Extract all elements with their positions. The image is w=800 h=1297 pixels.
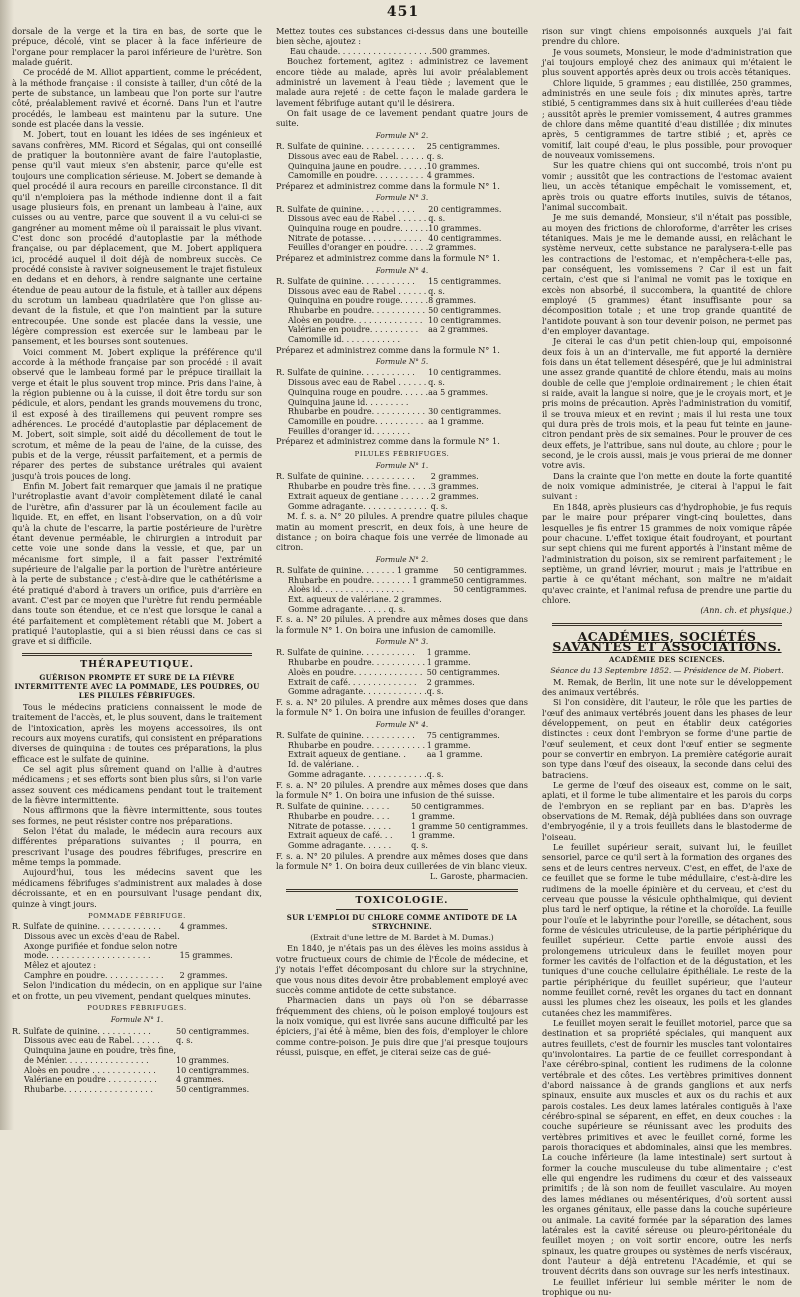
recipe-line [276,171,528,181]
newspaper-page [10,4,796,1297]
recipe-ingredient: Quinquina jaune en poudre, très fine, [24,1046,177,1056]
therapeutique-subheading: GUÉRISON PROMPTE ET SURE DE LA FIÈVRE INTERMITTENTE AVEC LA POMMADE, LES POUDRES, OU LES PILULES FÉBRIFUGES. [14,672,260,700]
recipe-line [276,585,528,595]
paragraph: Si l'on considère, dit l'auteur, le rôle que les parties de l'œuf des animaux vertébrés jouent dans les phases de leur développement, on peut en établir deux catégories distinctes : ceux dont l'embryon se forme d'une partie de l'œuf seulement, et ceux dont l'œuf entier se segmente pour se convertir en embryon. La première catégorie aurait son type dans l'œuf des oiseaux, la seconde dans celui des batraciens. [542,697,792,780]
pilules-formula-4-note: F. s. a. N° 20 pilules. A prendre aux mêmes doses que dans la formule N° 1. On boira une infusion de thé suisse. [276,779,528,800]
recipe-ingredient: R. Sulfate de quinine. . . . . . . . . . . . . [12,922,161,932]
recipe-line [276,427,528,437]
paragraph: Aujourd'hui, tous les médecins savent que les médicamens fébrifuges s'administrent aux malades à dose décroissante, et en en poursuivant l'usage pendant dix, quinze à vingt jours. [12,867,262,909]
recipe-quantity [176,1046,262,1056]
recipe-ingredient: Rhubarbe. . . . . . . . . . . . . . . . . . [24,1085,153,1094]
recipe-quantity: 8 grammes. [428,296,476,306]
pilules-formula-2-title: Formule N° 2. [375,554,429,564]
recipe-ingredient: Rhubarbe en poudre. . . . . . . . . . . [288,407,426,417]
recipe-ingredient: Eau chaude. . . . . . . . . . . . . . . . . . . [290,46,432,56]
recipe-quantity: q. s. [428,378,445,388]
paragraph: Enfin M. Jobert fait remarquer que jamais il ne pratique l'urétroplastie avant d'avoir complètement dilaté le canal de l'urètre, afin d'assurer par là un écoulement facile au liquide. Et, en effet, en lisant l'observation, on a dû voir qu'à la chute de l'escarre, la partie postérieure de l'urètre étant devenue perméable, le chirurgien a introduit par cette voie une sonde dans la vessie, et que, par un mécanisme fort simple, il a fait passer l'extrémité supérieure de l'algalie par la portion de l'urètre antérieure à la perte de substance ; c'est-à-dire que le cathétérisme a été pratiqué d'abord à travers un orifice, puis d'arrière en avant. C'est par ce moyen que l'urètre fut rendu perméable dans toute son étendue, et ce n'est que lorsque le canal a été parfaitement et complètement rétabli que M. Jobert a pratiqué l'autoplastie, qui a si bien réussi dans ce cas si grave et si difficile. [12,481,262,647]
recipe-line [276,296,528,306]
column-middle [276,26,528,1057]
recipe-line [276,822,528,832]
recipe-quantity: 4 grammes. [179,922,228,932]
recipe-ingredient: R. Sulfate de quinine. . . . . . . . . . . [276,472,415,482]
toxicologie-para: En 1840, je n'étais pas un des élèves les moins assidus à votre fructueux cours de chimie de l'École de médecine, et j'y notais l'effet décomposant du chlore sur la strychnine, que vous nous dites devoir être probablement employé avec succès comme antidote de cette substance. [276,943,528,995]
recipe-ingredient: Dissous avec eau de Rabel . . . . . . [288,214,427,224]
source-citation: (Ann. ch. et physique.) [700,606,792,616]
formula-4-title: Formule N° 4. [375,265,429,275]
recipe-ingredient: R. Sulfate de quinine. . . . . . [276,802,390,812]
paragraph: Selon l'état du malade, le médecin aura recours aux différentes préparations suivantes ; il pourra, en prescrivant l'usage des poudres fébrifuges, prescrire en même temps la pommade. [12,826,262,868]
recipe-quantity [428,427,528,437]
pommade-note: Selon l'indication du médecin, on en applique sur l'aine et on frotte, un peu vivement, pendant quelques minutes. [12,980,262,1001]
formula-5-note: Préparez et administrez comme dans la formule N° 1. [276,436,500,447]
recipe-line [276,841,528,851]
recipe-ingredient: Dissous avec eau de Rabel. . . . . . [24,1036,160,1046]
column-right [542,26,792,1297]
paragraph: En 1848, après plusieurs cas d'hydrophobie, je fus requis par le maire pour préparer vingt-cinq boulettes, dans lesquelles je fis entrer 15 grammes de noix vomique râpée pour chacune. L'effet toxique était foudroyant, et pourtant sur sept chiens qui me furent apportés à l'instant même de l'administration du poison, six se remirent parfaitement ; le septième, un grand lévrier, mourut ; mais je l'attribue en partie à ce qu'étant méchant, son maître ne m'aidait qu'avec crainte, et l'animal refusa de prendre une partie du chlore. [542,501,792,605]
academie-sciences-title: ACADÉMIE DES SCIENCES. [609,655,725,665]
toxicologie-para: Pharmacien dans un pays où l'on se débarrasse fréquemment des chiens, où le poison employé toujours est la noix vomique, qui est livrée sans aucune difficulté par les épiciers, j'ai été à même, bien des fois, d'employer le chlore comme contre-poison. Je puis dire que j'ai presque toujours réussi, puisque, en effet, je citerai seize cas de gué- [276,995,528,1057]
session-date: Séance du 13 Septembre 1852. — Présidence de M. Piobert. [550,666,784,676]
recipe-ingredient: Rhubarbe en poudre. . . . . . . . 1 gramme [288,575,454,585]
recipe-quantity: 1 gramme. [411,811,455,821]
paragraph: Le feuillet inférieur lui semble mériter le nom de trophique ou nu- [542,1276,792,1297]
recipe-line [276,224,528,234]
recipe-line [276,687,528,697]
recipe-ingredient: Extrait de café. . . . . . . . . . . . . . [288,677,417,687]
pilules-title: PILULES FÉBRIFUGES. [354,449,450,458]
recipe-line [276,388,528,398]
recipe-quantity: 2 grammes. [430,491,479,501]
paragraph: Je me suis demandé, Monsieur, s'il n'était pas possible, au moyen des frictions de chloroforme, d'arrêter les crises tétaniques. Mais je me le demande aussi, en relâchant le système nerveux, cette substance ne paralysera-t-elle pas les contractions de l'estomac, et n'empêchera-t-elle pas, par conséquent, les vomissemens ? Car il est un fait certain, c'est que si l'animal ne vomit pas le toxique en excès non absorbé, il succombera, la quantité de chlore employé (5 grammes) étant insuffisante pour sa décomposition totale ; et une trop grande quantité de l'antidote pouvant à son tour devenir poison, ne permet pas d'en employer davantage. [542,212,792,336]
recipe-ingredient: Extrait aqueux de gentiane. . [288,750,406,760]
pilules-formula-2-note: F. s. a. N° 20 pilules. A prendre aux mêmes doses que dans la formule N° 1. On boira une infusion de camomille. [276,614,528,635]
recipe-line [276,576,528,586]
recipe-ingredient: Aloès en poudre . . . . . . . . . . . . . [24,1065,156,1075]
recipe-ingredient: Axonge purifiée et fondue selon notre [24,941,178,951]
pommade-recipe [12,922,262,980]
recipe-quantity [428,335,528,345]
paragraph: Voici comment M. Jobert explique la préférence qu'il accorde à la méthode française par son procédé : il avait observé que le lambeau formé par le prépuce tiraillait la verge et était le plus souvent trop mince. Pris dans l'aine, à la région pubienne ou à la cuisse, il doit être tordu sur son pédicule, et alors, pendant les grands mouvemens du tronc, il est exposé à des tiraillemens qui peuvent rompre ses adhérences. Le procédé d'autoplastie par déplacement de M. Jobert, soit simple, soit aidé du décollement de tout le scrotum, et même de la peau de l'aine, de la cuisse, des pubis et de la verge, réussit parfaitement, et a permis de réparer des pertes de substance urétrales qui avaient jusqu'à trois pouces de long. [12,346,262,481]
recipe-line [12,1036,262,1046]
recipe-ingredient: Rhubarbe en poudre très fine. . . . . [288,482,431,492]
recipe-quantity: 1 gramme. [426,740,471,750]
recipe-quantity [454,595,528,605]
recipe-quantity: q. s. [428,286,445,296]
academies-heading: ACADÉMIES, SOCIÉTÉS SAVANTES ET ASSOCIATIONS. [552,628,782,654]
pilules-formula-3-title: Formule N° 3. [375,637,429,647]
recipe-line [276,243,528,253]
recipe-ingredient: Rhubarbe en poudre. . . . . . . . . . . [288,740,426,750]
recipe-ingredient: Quinquina jaune id. . . . . . . . . [288,397,409,407]
recipe-line [276,605,528,615]
poudres-formula-1 [12,1027,262,1095]
recipe-line [276,368,528,378]
paragraph: Je citerai le cas d'un petit chien-loup qui, empoisonné deux fois à un an d'intervalle, me fut apporté la dernière fois dans un état tellement désespéré, que je lui administrai une assez grande quantité de chlore étendu, mais au moins double de celle que j'emploie ordinairement ; le chien était si raide, avait la langue si noire, que je le croyais mort, et je pris moins de précaution. Après l'administration du vomitif, il se trouva mieux et en revint ; mais il lui resta une toux qui dura près de trois mois, et la peau fut teinte en jaune-citron pendant près de six semaines. Pour le prouver de ces deux effets, je l'attribue, sans nul doute, au chlore ; pour le second, je le crois aussi, mais je vous prierai de me donner votre avis. [542,336,792,471]
recipe-ingredient: Dissous avec eau de Rabel. . . . . . [288,151,424,161]
recipe-quantity: q. s. [426,769,444,779]
col3-paras [542,26,792,605]
paragraph: Tous le médecins praticiens connaissent le mode de traitement de l'accès, et, le plus souvent, dans le traitement de l'intoxication, après les moyens accessoires, ils ont recours aux moyens curatifs, qui consistent en préparations diverses de quinquina : de toutes ces préparations, la plus efficace est le sulfate de quinine. [12,701,262,764]
recipe-quantity: 20 centigrammes. [428,204,502,214]
lavement-duration: On fait usage de ce lavement pendant quatre jours de suite. [276,108,528,129]
col1-top-paras [12,26,262,647]
recipe-line [12,942,262,952]
recipe-ingredient: R. Sulfate de quinine. . . . . . . . . . . [276,368,415,378]
formula-2-note: Préparez et administrez comme dans la formule N° 1. [276,180,500,191]
recipe-quantity: 50 centigrammes. [426,667,500,677]
pilules-formula-2 [276,566,528,615]
recipe-quantity: q. s. [426,687,444,697]
recipe-quantity: 4 grammes. [426,171,475,181]
section-divider [552,623,782,626]
recipe-line [276,741,528,751]
recipe-quantity: 10 grammes. [176,1055,230,1065]
recipe-quantity: 10 centigrammes. [428,368,502,378]
recipe-ingredient: Rhubarbe en poudre. . . . . . . . . . . [288,305,426,315]
section-divider [22,653,252,656]
paragraph: Le germe de l'œuf des oiseaux est, comme on le sait, aplati, et il forme le tube alimentaire et les parois du corps de l'embryon en se repliant par en bas. D'après les observations de M. Remak, déjà publiées dans son ouvrage d'embryogénie, il y a trois feuillets dans le blastoderme de l'oiseau. [542,780,792,842]
recipe-ingredient: Mêlez et ajoutez : [24,961,97,970]
recipe-line [12,1085,262,1095]
recipe-quantity: q. s. [428,214,446,224]
author-signature: L. Garoste, pharmacien. [429,872,528,882]
lavement-intro: Mettez toutes ces substances ci-dessus dans une bouteille bien sèche, ajoutez : [276,26,528,47]
recipe-line [276,162,528,172]
recipe-line [276,306,528,316]
recipe-line [276,277,528,287]
formula-3-note: Préparez et administrez comme dans la formule N° 1. [276,253,500,264]
recipe-quantity: 50 centigrammes. [453,565,527,575]
poudres-title: POUDRES FÉBRIFUGES. [87,1004,187,1013]
recipe-ingredient: Aloès en poudre. . . . . . . . . . . . . . [288,315,423,325]
recipe-ingredient: Ext. aqueux de valériane. 2 grammes. [288,595,442,605]
pilules-formula-3 [276,648,528,697]
recipe-quantity: 75 centigrammes. [426,731,500,741]
formula-2 [276,142,528,181]
formula-2-title: Formule N° 2. [375,130,429,140]
recipe-line [12,1066,262,1076]
recipe-line [276,595,528,605]
recipe-ingredient: R. Sulfate de quinine. . . . . . . . . . . [276,204,415,214]
pilules-formula-4-title: Formule N° 4. [375,719,429,729]
recipe-line [12,1075,262,1085]
recipe-ingredient: Camomille id. . . . . . . . . . . . [288,335,400,345]
pilules-formula-1-note: M. f. s. a. N° 20 pilules. A prendre quatre pilules chaque matin au moment prescrit, en deux fois, à une heure de distance ; on boira chaque fois une verrée de limonade au citron. [276,511,528,553]
recipe-quantity: aa 5 grammes. [428,387,489,397]
paragraph: Dans la crainte que l'on mette en doute la forte quantité de noix vomique administrée, je citerai à l'appui le fait suivant : [542,470,792,502]
recipe-line [276,325,528,335]
section-divider [286,889,518,892]
paragraph: Sur les quatre chiens qui ont succombé, trois n'ont pu vomir ; aussitôt que les contractions de l'estomac avaient lieu, un accès tétanique empêchait le vomissement, et, après trois ou quatre efforts inutiles, suivis de tétanos, l'animal succombait. [542,160,792,212]
recipe-quantity: q. s. [430,501,448,511]
toxicologie-source: (Extrait d'une lettre de M. Bardet à M. Dumas.) [310,933,494,943]
recipe-quantity: 1 gramme. [426,648,471,658]
recipe-quantity [180,961,262,971]
pilules-formula-5 [276,802,528,851]
recipe-ingredient: mode. . . . . . . . . . . . . . . . . . . . . [24,951,151,961]
recipe-quantity: 40 centigrammes. [428,233,502,243]
column-left [12,26,262,1095]
therapeutique-heading: THÉRAPEUTIQUE. [80,658,194,670]
recipe-quantity: 1 gramme 50 centigrammes. [411,821,528,831]
recipe-ingredient: R. Sulfate de quinine. . . . . . . . . . . [276,648,415,658]
recipe-ingredient: Extrait aqueux de gentiane . . . . . . [288,491,429,501]
recipe-ingredient: R. Sulfate de quinine. . . . . . . . . . . [276,276,415,286]
paragraph: M. Remak, de Berlin, lit une note sur le développement des animaux vertébrés. [542,676,792,697]
recipe-quantity: 500 grammes. [431,46,490,56]
recipe-quantity: aa 1 gramme. [428,416,484,426]
recipe-line [276,316,528,326]
recipe-quantity [428,398,528,408]
pilules-formula-4 [276,731,528,780]
recipe-line [276,234,528,244]
formula-3 [276,205,528,254]
recipe-line [276,802,528,812]
poudres-formula-1-title: Formule N° 1. [110,1015,164,1025]
recipe-ingredient: Valériane en poudre. . . . . . . . . . [288,325,419,335]
formula-3-title: Formule N° 3. [375,193,429,203]
recipe-quantity: 10 centigrammes. [428,315,502,325]
lavement-instructions: Bouchez fortement, agitez : administrez ce lavement encore tiède au malade, après lui avoir préalablement administré un lavement à l'eau tiède ; lavement que le malade aura rejeté : de cette façon le malade gardera le lavement fébrifuge autant qu'il le désirera. [276,56,528,108]
recipe-ingredient: Rhubarbe en poudre. . . . . . . . . . . [288,658,426,668]
recipe-ingredient: Gomme adragante. . . . . . . . . . . . . [288,687,427,697]
recipe-line [276,492,528,502]
toxicologie-subheading: SUR L'EMPLOI DU CHLORE COMME ANTIDOTE DE LA STRYCHNINE. [286,913,518,932]
pilules-formula-3-note: F. s. a. N° 20 pilules. A prendre aux mêmes doses que dans la formule N° 1. On boira une infusion de feuilles d'oranger. [276,697,528,718]
recipe-ingredient: Valériane en poudre . . . . . . . . . . [24,1075,157,1085]
recipe-ingredient: Gomme adragante. . . . . q. s. [288,604,406,614]
recipe-ingredient: Dissous avec eau de Rabel . . . . . . [288,378,427,388]
recipe-quantity: 15 grammes. [179,951,233,961]
recipe-quantity: 1 gramme. [411,831,455,841]
recipe-line [276,731,528,741]
recipe-ingredient: Dissous avec un excès d'eau de Rabel. [24,931,180,941]
recipe-quantity: q. s. [426,151,444,161]
recipe-line [12,961,262,971]
recipe-line [276,658,528,668]
recipe-ingredient: Feuilles d'oranger id. . . . . . . . [288,426,410,436]
paragraph: rison sur vingt chiens empoisonnés auxquels j'ai fait prendre du chlore. [542,26,792,47]
recipe-quantity: 50 centigrammes. [453,585,527,595]
recipe-quantity: 10 grammes. [426,161,480,171]
recipe-line [12,971,262,981]
recipe-ingredient: Gomme adragante. . . . . . . . . . . . . [288,501,427,511]
recipe-line [12,1027,262,1037]
recipe-ingredient: Dissous avec eau de Rabel . . . . . . [288,286,427,296]
recipe-quantity: 15 centigrammes. [428,276,502,286]
recipe-ingredient: Rhubarbe en poudre. . . . [288,811,390,821]
recipe-ingredient: Feuilles d'oranger en poudre. . . . . [288,243,429,253]
pilules-formula-5-note: F. s. a. N° 20 pilules. A prendre aux mêmes doses que dans la formule N° 1. On boira deux cuillerées de vin blanc vieux. [276,850,528,872]
recipe-line [276,152,528,162]
recipe-line [276,668,528,678]
formula-4-note: Préparez et administrez comme dans la formule N° 1. [276,344,500,355]
therapeutique-paras [12,702,262,909]
recipe-line [276,214,528,224]
formula-5 [276,368,528,436]
recipe-ingredient: Camomille en poudre. . . . . . . . . . [288,416,424,426]
recipe-quantity: 2 grammes. [430,472,479,482]
recipe-ingredient: Gomme adragante. . . . . . . . . . . . . [288,769,427,779]
pilules-formula-1 [276,472,528,511]
recipe-quantity: 3 grammes. [430,482,479,492]
recipe-line [276,760,528,770]
recipe-ingredient: Gomme adragante. . . . . . [288,841,392,851]
recipe-quantity: 30 centigrammes. [428,407,502,417]
recipe-ingredient: Camphre en poudre. . . . . . . . . . . . [24,970,164,980]
paragraph: Chlore liquide, 5 grammes ; eau distillée, 250 grammes, administrés en une seule fois ; dix minutes après, tartre stibié, 5 centigrammes dans six à huit cuillerées d'eau tiède ; aussitôt après le premier vomissement, 4 autres grammes de chlore dans même quantité d'eau distillée ; dix minutes après, 5 centigrammes de tartre stibié ; et, après ce vomitif, lait coupé d'eau, le plus possible, pour provoquer de nouveaux vomissemens. [542,77,792,161]
recipe-ingredient: Quinquina rouge en poudre. . . . . . [288,224,429,234]
recipe-line [276,648,528,658]
recipe-line [276,472,528,482]
recipe-line [276,407,528,417]
heading-rule [336,909,468,910]
recipe-quantity: 2 grammes. [426,677,475,687]
recipe-line [276,378,528,388]
page-number: 451 [386,4,420,20]
recipe-line [12,932,262,942]
recipe-quantity: 25 centigrammes. [426,142,500,152]
recipe-line [276,678,528,688]
recipe-quantity: aa 1 gramme. [426,750,483,760]
recipe-line [276,502,528,512]
recipe-line [276,335,528,345]
recipe-quantity: 2 grammes. [179,970,228,980]
recipe-line [276,205,528,215]
recipe-ingredient: R. Sulfate de quinine. . . . . . . . . . . [276,731,415,741]
recipe-line [12,922,262,932]
paragraph: Nous affirmons que la fièvre intermittente, sous toutes ses formes, ne peut résister contre nos préparations. [12,805,262,826]
recipe-quantity: aa 2 grammes. [428,325,489,335]
recipe-line [276,398,528,408]
pilules-formula-1-title: Formule N° 1. [375,461,429,471]
recipe-ingredient: Nitrate de potasse. . . . . . . . . . . . [288,233,422,243]
pommade-title: POMMADE FÉBRIFUGE. [88,911,186,920]
recipe-line [276,482,528,492]
recipe-line [276,142,528,152]
recipe-quantity: 1 gramme. [426,658,471,668]
paragraph: Ce procédé de M. Alliot appartient, comme le précédent, à la méthode française : il consiste à tailler, d'un côté de la perte de substance, un lambeau que l'on porte sur l'autre côté, préalablement ravivé et écorné. Dans l'un et l'autre procédés, le lambeau est maintenu par la suture. Une sonde est placée dans la vessie. [12,67,262,130]
recipe-ingredient: Nitrate de potasse. . . . . . [288,821,392,831]
recipe-line [276,812,528,822]
recipe-line [276,831,528,841]
recipe-quantity [180,942,262,952]
recipe-line [12,1056,262,1066]
recipe-line [12,1046,262,1056]
recipe-quantity [427,760,528,770]
recipe-quantity: q. s. [411,841,428,851]
eau-chaude-line [276,47,528,57]
recipe-quantity: 10 centigrammes. [176,1065,250,1075]
recipe-ingredient: R. Sulfate de quinine. . . . . . . . . . . [276,142,415,152]
recipe-ingredient: Extrait aqueux de café. . . [288,831,393,841]
toxicologie-heading: TOXICOLOGIE. [355,894,449,906]
recipe-line [276,287,528,297]
recipe-ingredient: Aloès en poudre. . . . . . . . . . . . . . [288,667,423,677]
recipe-quantity: 2 grammes. [428,243,477,253]
paragraph: dorsale de la verge et la tira en bas, de sorte que le prépuce, décolé, vint se placer à la face inférieure de l'organe pour remplacer la paroi inférieure de l'urètre. Son malade guérit. [12,26,262,68]
paragraph: Le feuillet moyen serait le feuillet motoriel, parce que sa destination et sa propriété spéciales, qui manquent aux autres feuillets, c'est de fournir les muscles tant volontaires qu'involontaires. La partie de ce feuillet correspondant à l'axe cérébro-spinal, contient les rudimens de la colonne vertébrale et des côtes. Les vertèbres primitives donnent d'abord naissance à de grands ganglions et aux nerfs spinaux, ensuite aux muscles et aux os du rachis et aux parois costales. Les deux lames latérales contiguës à l'axe cérébro-spinal se séparent, en effet, en deux couches : la couche supérieure se réunissant avec les produits des vertèbres primitives et avec le feuillet corné, forme les parois thoraciques et abdominales, ainsi que les membres. La couche inférieure (la lame intestinale) sert surtout à former la couche musculeuse du tube alimentaire ; c'est elle qui engendre les rudimens du cœur et des vaisseaux primitifs ; de là son nom de feuillet vasculaire. Au moyen des lames médianes ou mésentériques, d'où sortent aussi les organes génitaux, elle passe dans la couche supérieure ou animale. La cavité formée par la séparation des lames latérales est la cavité séreuse ou pleuro-péritonéale du feuillet moyen ; on voit sortir encore, outre les nerfs spinaux, les quatre groupes ou systèmes de nerfs viscéraux, dont l'auteur a déjà entretenu l'Académie, et qui se trouvent décrits dans son ouvrage sur les nerfs intestinaux. [542,1017,792,1277]
paragraph: M. Jobert, tout en louant les idées de ses ingénieux et savans confrères, MM. Ricord et Ségalas, qui ont conseillé de pratiquer la boutonnière avant de faire l'autoplastie, pense qu'il vaut mieux s'en abstenir, parce qu'elle est toujours une complication sérieuse. M. Jobert se demande à quel procédé il aura recours en pareille circonstance. Il dit qu'il n'emploiera pas la méthode indienne dont il a fait usage plusieurs fois, en prenant un lambeau à l'aine, aux cuisses ou au ventre, parce que souvent il a vu celui-ci se gangréner au moment même où il paraissait le plus vivant. C'est donc son procédé d'autoplastie par la méthode française, ou par déplacement, que M. Jobert appliquera ici, procédé auquel il doit déjà de nombreux succès. Ce procédé consiste à raviver soigneusement le trajet fistuleux en dedans et en dehors, à rendre saignante une certaine étendue de peau autour de la fistule, et à tailler aux dépens du scrotum un lambeau quadrilatère que l'on glisse au-devant de la fistule, et que l'on maintient par la suture entrecoupée. Une sonde est placée dans la vessie, une légère compression est exercée sur le lambeau par le pansement, et les bourses sont soutenues. [12,129,262,347]
recipe-line [276,770,528,780]
recipe-ingredient: Quinquina jaune en poudre. . . . . . [288,161,427,171]
recipe-quantity: 4 grammes. [176,1075,224,1085]
recipe-ingredient: Camomille en poudre. . . . . . . . . . [288,171,424,181]
recipe-quantity: 50 centigrammes. [428,305,502,315]
recipe-quantity: 50 centigrammes. [453,575,527,585]
recipe-ingredient: Quinquina rouge en poudre. . . . . . [288,387,429,397]
recipe-line [276,417,528,427]
recipe-ingredient: R. Sulfate de quinine. . . . . . . . . . . [12,1026,151,1036]
recipe-quantity: q. s. [176,1036,193,1046]
recipe-ingredient: Quinquina en poudre rouge. . . . . . [288,296,429,306]
recipe-quantity: 50 centigrammes. [411,802,485,812]
recipe-line [12,951,262,961]
recipe-quantity [180,932,262,942]
formula-5-title: Formule N° 5. [375,357,429,367]
recipe-quantity [454,605,528,615]
paragraph: Je vous soumets, Monsieur, le mode d'administration que j'ai toujours employé chez des animaux qui m'étaient le plus souvent apportés après deux ou trois accès tétaniques. [542,46,792,78]
recipe-line [276,566,528,576]
recipe-quantity: 10 grammes. [428,224,482,234]
recipe-ingredient: de Ménier. . . . . . . . . . . . . . . . . [24,1055,149,1065]
formula-4 [276,277,528,345]
paragraph: Ce sel agit plus sûrement quand on l'allie à d'autres médicamens ; et ses efforts sont bien plus sûrs, si l'on varie assez souvent ces médicamens pendant tout le traitement de la fièvre intermittente. [12,764,262,806]
recipe-ingredient: Id. de valériane. . [288,760,360,770]
recipe-quantity: 50 centigrammes. [176,1026,250,1036]
recipe-line [276,750,528,760]
recipe-quantity: 50 centigrammes. [176,1085,250,1094]
recipe-ingredient: R. Sulfate de quinine. . . . . . . 1 gramme [276,565,439,575]
recipe-ingredient: Aloès id. . . . . . . . . . . . . . . . . [288,585,405,595]
academies-paras [542,677,792,1297]
paragraph: Le feuillet supérieur serait, suivant lui, le feuillet sensoriel, parce ce qu'il sert à la formation des organes des sens et de leurs centres nerveux. C'est, en effet, de l'axe de ce feuillet que se forme le tube médullaire, c'est-à-dire les rudimens de la moelle épinière et du cerveau, et c'est du cerveau que pousse la vésicule ophthalmique, qui devient plus tard le nerf optique, la rétine et la choroïde. La feuille pour l'ouïe et le labyrinthe pour l'oreille, se détachent, sous forme de vésicules utriculeuse, de la partie périphérique du feuillet supérieur. Cette partie envoie aussi des prolongemens utriculeux dans le feuillet moyen pour former les cavités de l'olfaction et de la dégustation, et les tuniques d'une couche cellulaire épithéliale. Le reste de la partie périphérique du feuillet supérieur, que l'auteur nomme feuillet corné, revêt les organes du tact en donnant aussi les plumes chez les oiseaux, les poils et les glandes cutanées chez les mammifères. [542,842,792,1018]
